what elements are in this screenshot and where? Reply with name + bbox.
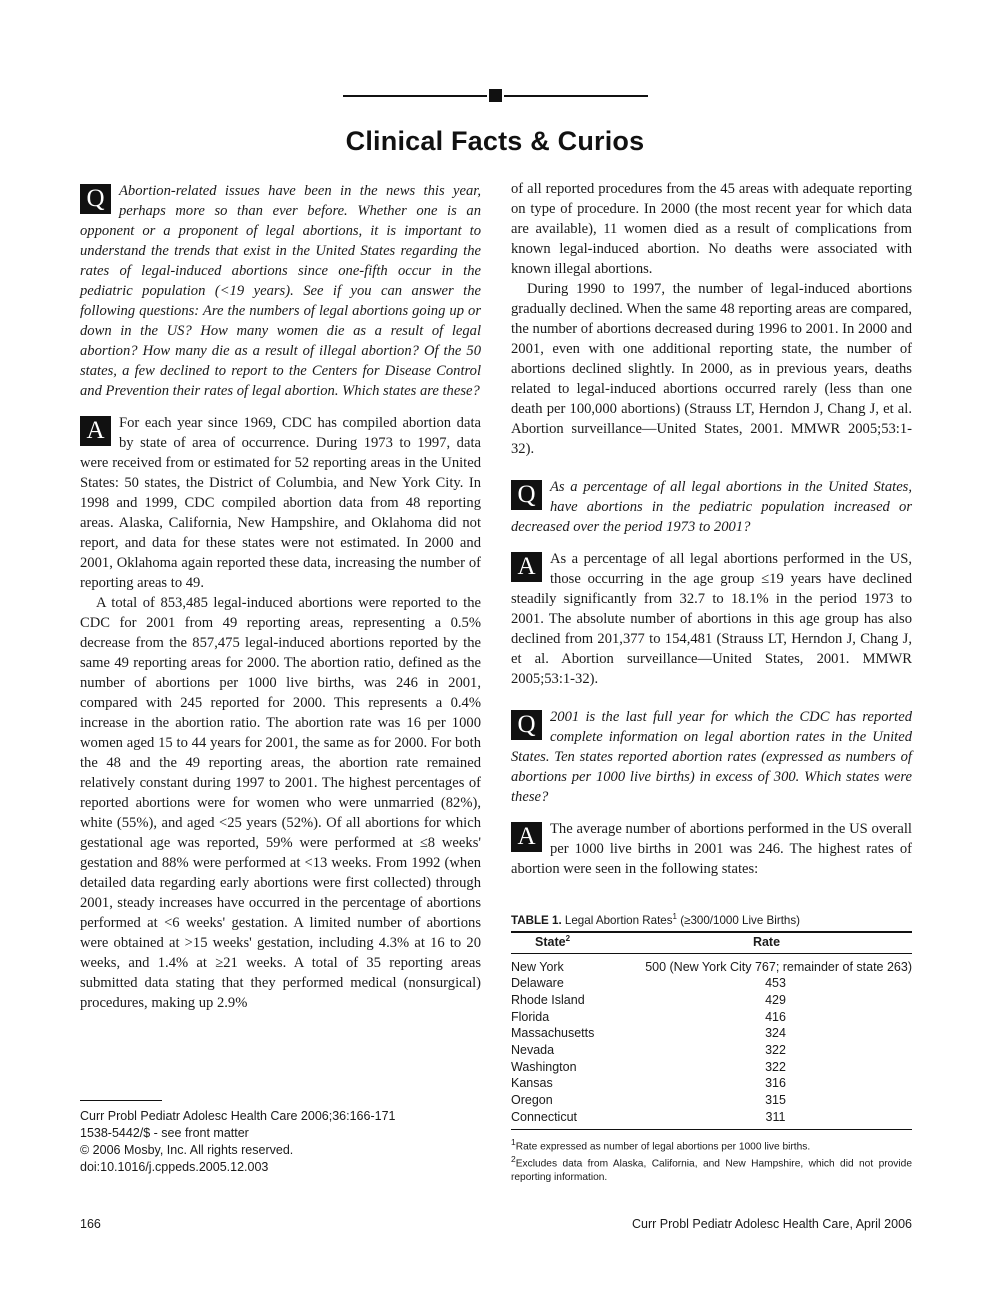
table-note-2: $^2$Excludes data from Alaska, California, and New Hampshire, which did not provide reporting information.: [511, 1154, 912, 1183]
state-cell: Rhode Island: [511, 992, 585, 1007]
answer-paragraph: As a percentage of all legal abortions performed in the US, those occurring in the age group ≤19 years have declined steadily significantly from 32.7 to 18.1% in the period 1973 to 2001. The absolute number of abortions in this age group has also declined from 201,377 to 154,481 (Strauss LT, Herndon J, Chang J, et al. Abortion surveillance—United States, 2001. MMWR 2005;53:1-32).: [511, 551, 912, 687]
answer-paragraph: The average number of abortions performed in the US overall per 1000 live births in 2001 was 246. The highest rates of abortion were seen in the following states:: [511, 821, 912, 877]
state-cell: Oregon: [511, 1093, 553, 1108]
question-1: [80, 181, 481, 401]
state-cell: Connecticut: [511, 1109, 578, 1124]
table-row: [511, 1042, 912, 1059]
rate-cell: 416: [765, 1009, 786, 1024]
running-footer: Curr Probl Pediatr Adolesc Health Care, April 2006: [631, 1217, 912, 1231]
header-rate: Rate: [752, 934, 781, 949]
state-cell: New York: [511, 959, 564, 974]
table-row: [511, 959, 912, 976]
state-cell: Massachusetts: [511, 1026, 595, 1041]
question-badge: Q: [511, 480, 542, 510]
question-text: As a percentage of all legal abortions in the United States, have abortions in the pediatric population increased or decreased over the period 1973 to 2001?: [511, 479, 912, 535]
answer-paragraph: During 1990 to 1997, the number of legal-induced abortions gradually declined. When the same 48 reporting areas are compared, the number of abortions decreased during 1996 to 2001. In 2000 and 2001, even with one additional reporting state, the number of abortions declined slightly. In 2000, as in previous years, deaths related to legal-induced abortions occurred rarely (less than one death per 100,000 abortions) (Strauss LT, Herndon J, Chang J, et al. Abortion surveillance—United States, 2001. MMWR 2005;53:1-32).: [511, 281, 912, 457]
table-caption-sup: 1: [672, 912, 677, 922]
question-badge: Q: [511, 710, 542, 740]
question-text: 2001 is the last full year for which the CDC has reported complete information on legal abortion rates in the United States. Ten states reported abortion rates (expressed as numbers of abortions per 1000 live births) in excess of 300. Which states were these?: [511, 709, 912, 805]
header-state: State$^2$: [535, 933, 571, 949]
question-text: Abortion-related issues have been in the news this year, perhaps more so than ever before. Whether one is an opponent or a proponent of legal abortions, it is important to understand the trends that exist in the United States regarding the rates of legal-induced abortions since one-fifth occur in the pediatric population (<19 years). See if you can answer the following questions: Are the numbers of legal abortions going up or down in the US? How many women die as a result of legal abortion? How many die as a result of illegal abortion? Of the 50 states, a few declined to report to the Centers for Disease Control and Prevention their rates of legal abortion. Which states are these?: [80, 183, 481, 399]
table-row: [511, 975, 912, 992]
table-caption-text: Legal Abortion Rates: [564, 914, 673, 927]
citation-doi: doi:10.1016/j.cppeds.2005.12.003: [80, 1160, 269, 1174]
table-notes: [511, 1136, 912, 1184]
page-title: Clinical Facts & Curios: [345, 126, 645, 156]
rate-cell: 500 (New York City 767; remainder of state 263): [645, 959, 912, 974]
rate-cell: 429: [765, 992, 786, 1007]
state-cell: Florida: [511, 1009, 550, 1024]
table-note-1: $^1$Rate expressed as number of legal abortions per 1000 live births.: [511, 1136, 811, 1152]
title-ornament: [343, 89, 648, 103]
page-number: 166: [80, 1217, 101, 1231]
question-2: [511, 477, 912, 537]
answer-paragraph: of all reported procedures from the 45 areas with adequate reporting on type of procedure. In 2000 (the most recent year for which data are available), 11 women died as a result of complications from known legal-induced abortion. No deaths were associated with known illegal abortions.: [511, 181, 912, 277]
right-column: [511, 179, 912, 879]
answer-badge: A: [80, 416, 111, 446]
table-header: [511, 933, 912, 953]
citation-line: Curr Probl Pediatr Adolesc Health Care 2006;36:166-171: [80, 1109, 396, 1123]
table-caption: [511, 913, 912, 929]
answer-1: [80, 413, 481, 1013]
abortion-rates-table: [511, 913, 912, 1184]
rate-cell: 316: [765, 1076, 786, 1091]
rate-cell: 322: [765, 1043, 786, 1058]
table-row: [511, 992, 912, 1009]
rate-cell: 311: [765, 1109, 786, 1124]
table-row: [511, 1025, 912, 1042]
question-badge: Q: [80, 184, 111, 214]
table-body: [511, 954, 912, 1129]
citation-block: [80, 1108, 480, 1176]
citation-line: © 2006 Mosby, Inc. All rights reserved.: [80, 1143, 294, 1157]
table-row: [511, 1075, 912, 1092]
table-row: [511, 1109, 912, 1126]
state-cell: Washington: [511, 1059, 577, 1074]
footnote-rule: [80, 1100, 162, 1101]
answer-paragraph: For each year since 1969, CDC has compiled abortion data by state of area of occurrence. During 1973 to 1997, data were received from or estimated for 52 reporting areas in the United States: 50 states, the District of Columbia, and New York City. In 1998 and 1999, CDC compiled abortion data from 48 reporting areas. Alaska, California, New Hampshire, and Oklahoma did not report, and data for these states were not estimated. In 2000 and 2001, Oklahoma again reported these data, increasing the number of reporting areas to 49.: [80, 415, 481, 591]
table-row: [511, 1092, 912, 1109]
rate-cell: 322: [765, 1059, 786, 1074]
rate-cell: 315: [765, 1093, 786, 1108]
table-label: TABLE 1.: [511, 914, 562, 927]
citation-line: 1538-5442/$ - see front matter: [80, 1126, 249, 1140]
answer-2: [511, 549, 912, 689]
answer-paragraph: A total of 853,485 legal-induced abortions were reported to the CDC for 2001 from 49 reporting areas, representing a 0.5% decrease from the 857,475 legal-induced abortions reported by the same 49 reporting areas for 2000. The abortion ratio, defined as the number of abortions per 1000 live births, was 246 in 2001, compared with 245 reported for 2000. This represents a 0.4% increase in the abortion ratio. The abortion rate was 16 per 1000 women aged 15 to 44 years for 2001, the same as for 2000. For both the 48 and the 49 reporting areas, the abortion rate remained relatively constant during 1997 to 2001. The highest percentages of reported abortions were for women who were unmarried (82%), white (55%), and aged <25 years (52%). Of all abortions for which gestational age was reported, 59% were performed at ≤8 weeks' gestation and 88% were performed at <13 weeks. From 1992 (when detailed data regarding early abortions were first collected) through 2001, steady increases have occurred in the percentage of abortions performed at <6 weeks' gestation. A limited number of abortions were obtained at >15 weeks' gestation, including 4.3% at 16 to 20 weeks, and 1.4% at ≥21 weeks. A total of 35 reporting areas submitted data stating that they performed medical (nonsurgical) procedures, making up 2.9%: [80, 595, 481, 1011]
table-row: [511, 1059, 912, 1076]
state-cell: Kansas: [511, 1076, 553, 1091]
state-cell: Delaware: [511, 976, 564, 991]
rate-cell: 453: [765, 976, 786, 991]
left-column: [80, 181, 481, 1013]
answer-badge: A: [511, 552, 542, 582]
state-cell: Nevada: [511, 1043, 555, 1058]
question-3: [511, 707, 912, 807]
answer-3: [511, 819, 912, 879]
rate-cell: 324: [765, 1026, 786, 1041]
answer-badge: A: [511, 822, 542, 852]
table-caption-tail: (≥300/1000 Live Births): [680, 914, 801, 927]
table-row: [511, 1009, 912, 1026]
